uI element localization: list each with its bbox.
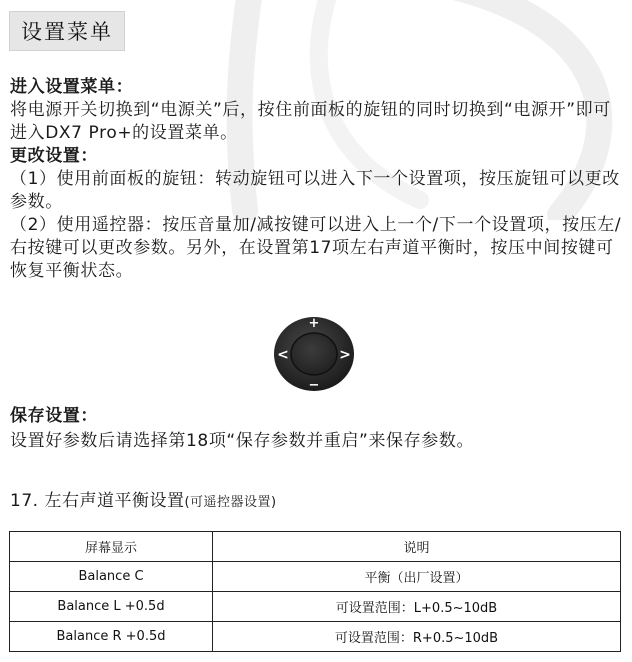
balance-settings-table [9, 531, 621, 652]
save-instructions [10, 404, 626, 454]
change-heading: 更改设置： [10, 146, 98, 166]
cell-description: 平衡（出厂设置） [213, 562, 621, 592]
enter-text: 将电源开关切换到“电源关”后，按住前面板的旋钮的同时切换到“电源开”即可进入DX7 Pro+的设置菜单。 [10, 100, 611, 143]
table-row [10, 592, 621, 622]
remote-dpad-icon [272, 315, 356, 393]
save-text: 设置好参数后请选择第18项“保存参数并重启”来保存参数。 [10, 431, 475, 451]
plus-glyph: + [308, 316, 320, 331]
instructions [10, 76, 626, 283]
page-title: 设置菜单 [9, 11, 125, 51]
enter-heading: 进入设置菜单： [10, 77, 134, 97]
section-title [10, 486, 277, 511]
right-glyph: > [339, 347, 351, 363]
save-heading: 保存设置： [10, 406, 98, 426]
table-row [10, 562, 621, 592]
cell-display: Balance C [10, 562, 213, 592]
section-title-text: 17. 左右声道平衡设置 [10, 491, 185, 511]
header-description: 说明 [213, 532, 621, 562]
cell-description: 可设置范围：L+0.5~10dB [213, 592, 621, 622]
header-display: 屏幕显示 [10, 532, 213, 562]
cell-display: Balance L +0.5d [10, 592, 213, 622]
cell-display: Balance R +0.5d [10, 622, 213, 652]
section-note: (可遥控器设置) [184, 495, 277, 510]
left-glyph: < [277, 347, 289, 363]
change-item-1: （1）使用前面板的旋钮：转动旋钮可以进入下一个设置项，按压旋钮可以更改参数。 [10, 169, 620, 212]
cell-description: 可设置范围：R+0.5~10dB [213, 622, 621, 652]
change-item-2: （2）使用遥控器：按压音量加/减按键可以进入上一个/下一个设置项，按压左/右按键可以更改参数。另外，在设置第17项左右声道平衡时，按压中间按键可恢复平衡状态。 [10, 215, 622, 281]
minus-glyph: − [308, 378, 320, 393]
table-header-row [10, 532, 621, 562]
table-row [10, 622, 621, 652]
